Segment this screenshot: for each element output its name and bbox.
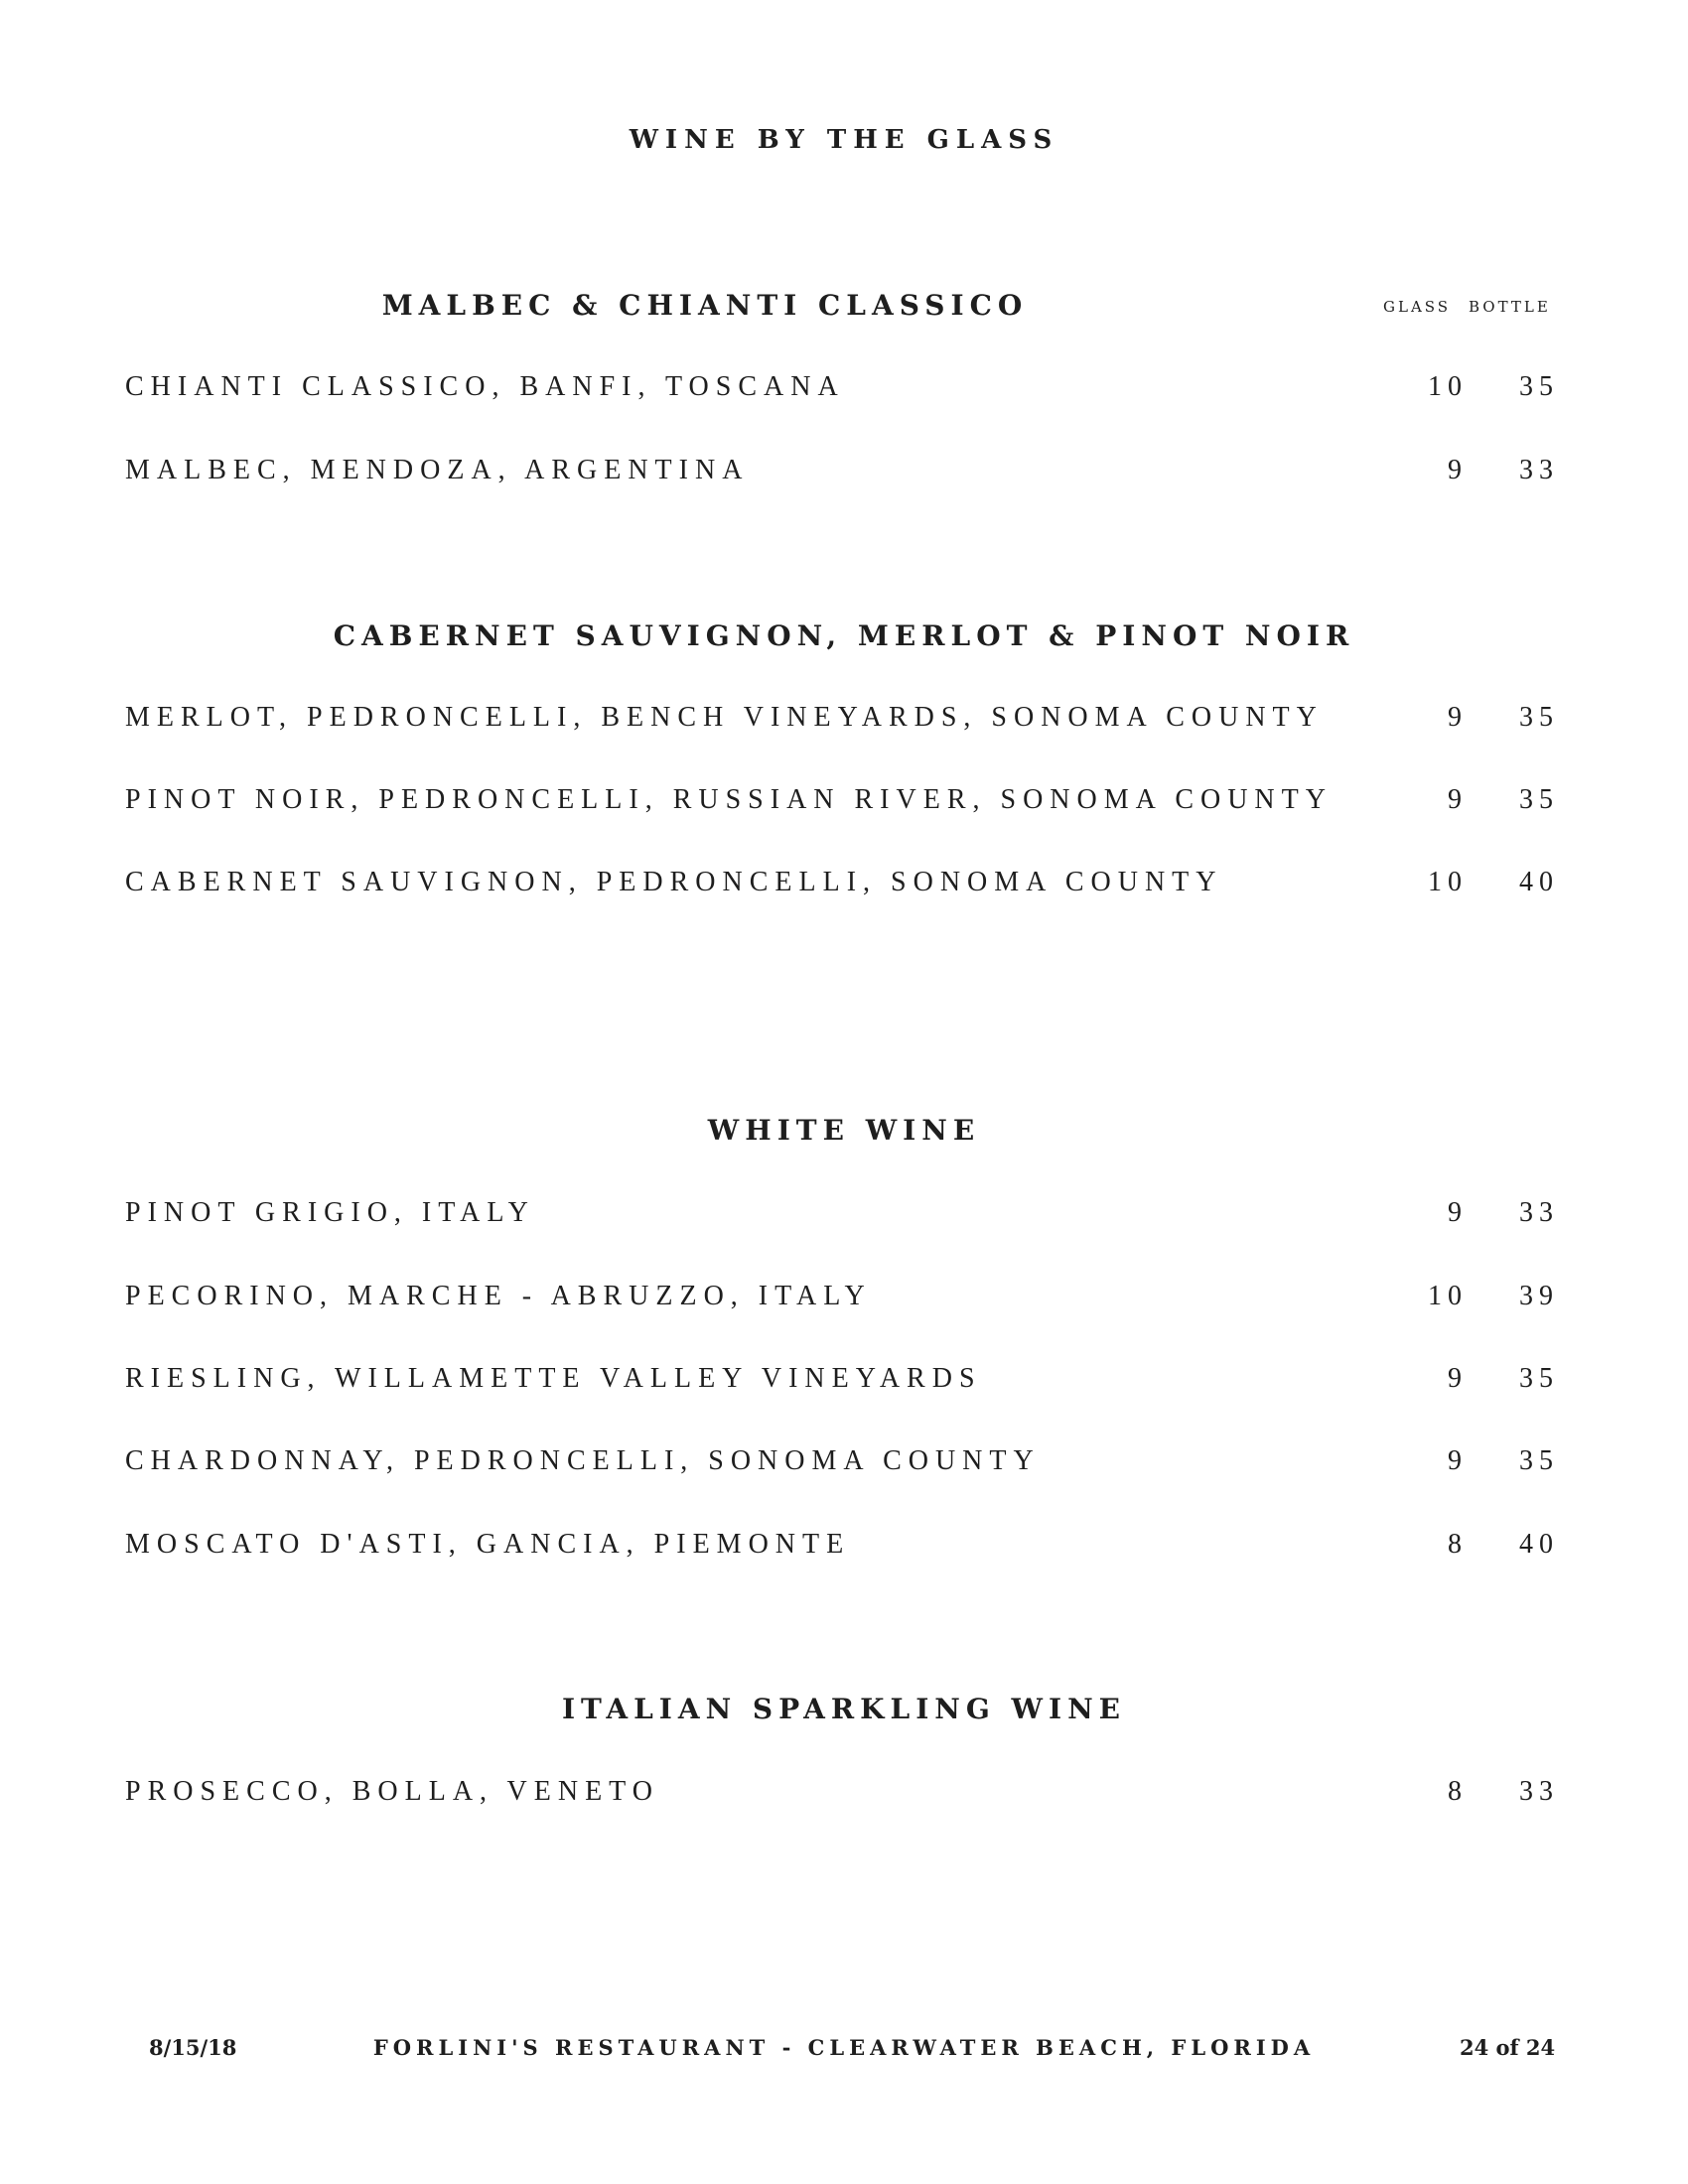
bottle-price: 35 — [1519, 371, 1559, 402]
bottle-price: 35 — [1519, 1363, 1559, 1394]
section-title-italian-sparkling: ITALIAN SPARKLING WINE — [561, 1693, 1127, 1725]
glass-price: 10 — [1428, 371, 1468, 402]
glass-price: 10 — [1428, 1281, 1468, 1311]
glass-price: 9 — [1448, 1445, 1468, 1476]
bottle-price: 35 — [1519, 784, 1559, 815]
wine-item-name: PINOT GRIGIO, ITALY — [125, 1197, 535, 1228]
wine-item-name: PINOT NOIR, PEDRONCELLI, RUSSIAN RIVER, SONOMA COUNTY — [125, 784, 1333, 815]
bottle-price: 40 — [1519, 867, 1559, 897]
bottle-price: 35 — [1519, 702, 1559, 733]
wine-item-name: RIESLING, WILLAMETTE VALLEY VINEYARDS — [125, 1363, 982, 1394]
page-title: WINE BY THE GLASS — [629, 125, 1059, 155]
section-title-white-wine: WHITE WINE — [707, 1114, 981, 1147]
glass-price: 9 — [1448, 1197, 1468, 1228]
bottle-column-header: BOTTLE — [1469, 298, 1551, 316]
section-title-malbec-chianti: MALBEC & CHIANTI CLASSICO — [381, 289, 1029, 322]
wine-item-name: PROSECCO, BOLLA, VENETO — [125, 1776, 660, 1807]
wine-item-name: MERLOT, PEDRONCELLI, BENCH VINEYARDS, SONOMA COUNTY — [125, 702, 1324, 733]
glass-price: 9 — [1448, 702, 1468, 733]
glass-price: 9 — [1448, 1363, 1468, 1394]
bottle-price: 33 — [1519, 1776, 1559, 1807]
glass-price: 10 — [1428, 867, 1468, 897]
bottle-price: 35 — [1519, 1445, 1559, 1476]
bottle-price: 33 — [1519, 455, 1559, 485]
glass-column-header: GLASS — [1383, 298, 1452, 316]
footer-date: 8/15/18 — [149, 2035, 237, 2060]
footer-restaurant-name: FORLINI'S RESTAURANT - CLEARWATER BEACH, FLORIDA — [372, 2035, 1316, 2060]
footer-page-number: 24 of 24 — [1460, 2035, 1556, 2060]
wine-item-name: CHIANTI CLASSICO, BANFI, TOSCANA — [125, 371, 845, 402]
glass-price: 8 — [1448, 1529, 1468, 1560]
wine-item-name: MALBEC, MENDOZA, ARGENTINA — [125, 455, 750, 485]
bottle-price: 40 — [1519, 1529, 1559, 1560]
wine-item-name: CHARDONNAY, PEDRONCELLI, SONOMA COUNTY — [125, 1445, 1041, 1476]
wine-item-name: MOSCATO D'ASTI, GANCIA, PIEMONTE — [125, 1529, 851, 1560]
glass-price: 9 — [1448, 784, 1468, 815]
glass-price: 9 — [1448, 455, 1468, 485]
bottle-price: 39 — [1519, 1281, 1559, 1311]
wine-item-name: PECORINO, MARCHE - ABRUZZO, ITALY — [125, 1281, 872, 1311]
glass-price: 8 — [1448, 1776, 1468, 1807]
wine-item-name: CABERNET SAUVIGNON, PEDRONCELLI, SONOMA COUNTY — [125, 867, 1223, 897]
bottle-price: 33 — [1519, 1197, 1559, 1228]
section-title-cabernet-merlot-pinot: CABERNET SAUVIGNON, MERLOT & PINOT NOIR — [333, 619, 1355, 652]
